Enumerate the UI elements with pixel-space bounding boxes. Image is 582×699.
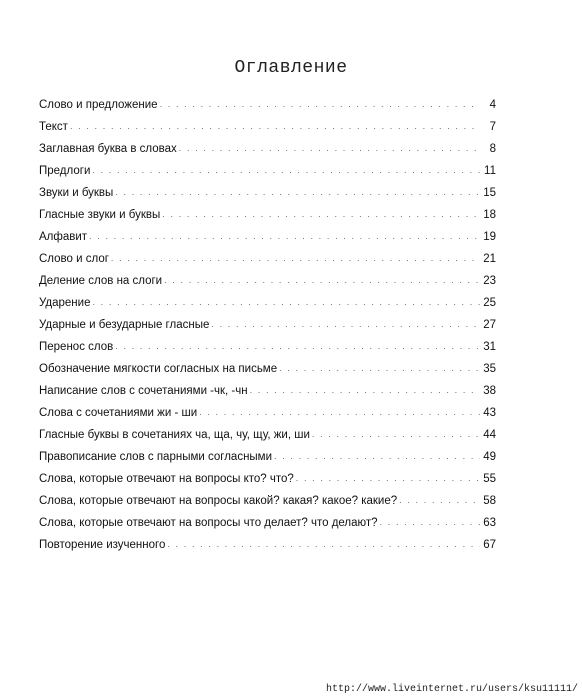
toc-entry-title: Слово и слог	[39, 253, 109, 265]
toc-entry-page-number: 4	[489, 99, 496, 111]
toc-entry-title: Слова, которые отвечают на вопросы что делает? что делают?	[39, 517, 378, 529]
toc-entry-title: Гласные буквы в сочетаниях ча, ща, чу, щу, жи, ши	[39, 429, 310, 441]
toc-dot-leader	[115, 335, 480, 357]
toc-entry-page-number: 67	[483, 539, 496, 551]
toc-entry-page-number: 15	[483, 187, 496, 199]
toc-dot-leader	[70, 115, 480, 137]
toc-entry-page-number: 8	[489, 143, 496, 155]
toc-dot-leader	[211, 313, 480, 335]
toc-entry	[39, 94, 496, 116]
toc-entry-title: Правописание слов с парными согласными	[39, 451, 273, 463]
toc-entry	[39, 116, 496, 138]
toc-entry-title: Слова, которые отвечают на вопросы кто? что?	[39, 473, 294, 485]
toc-dot-leader	[279, 357, 480, 379]
toc-entry	[39, 226, 496, 248]
toc-entry-page-number: 25	[483, 297, 496, 309]
toc-entry	[39, 358, 496, 380]
toc-entry	[39, 204, 496, 226]
toc-entry	[39, 138, 496, 160]
toc-entry-title: Повторение изученного	[39, 539, 166, 551]
toc-dot-leader	[164, 269, 480, 291]
toc-entry-page-number: 58	[483, 495, 496, 507]
toc-entry	[39, 512, 496, 534]
toc-dot-leader	[167, 533, 480, 555]
toc-entry	[39, 446, 496, 468]
page-title: Оглавление	[234, 58, 348, 78]
toc-entry-page-number: 21	[483, 253, 496, 265]
toc-entry-title: Написание слов с сочетаниями -чк, -чн	[39, 385, 248, 397]
toc-entry-page-number: 44	[483, 429, 496, 441]
toc-entry-title: Гласные звуки и буквы	[39, 209, 161, 221]
toc-entry-title: Текст	[39, 121, 68, 133]
toc-dot-leader	[115, 181, 480, 203]
source-url-watermark: http://www.liveinternet.ru/users/ksu11111/	[325, 684, 578, 695]
toc-entry-page-number: 19	[483, 231, 496, 243]
toc-entry	[39, 534, 496, 556]
toc-entry-title: Слова, которые отвечают на вопросы какой? какая? какое? какие?	[39, 495, 398, 507]
toc-entry	[39, 248, 496, 270]
toc-entry-page-number: 11	[484, 165, 496, 177]
toc-entry	[39, 160, 496, 182]
toc-dot-leader	[111, 247, 480, 269]
toc-entry-title: Обозначение мягкости согласных на письме	[39, 363, 278, 375]
toc-entry-title: Деление слов на слоги	[39, 275, 163, 287]
toc-entry-title: Звуки и буквы	[39, 187, 114, 199]
toc-dot-leader	[312, 423, 480, 445]
toc-entry-page-number: 31	[483, 341, 496, 353]
toc-entry-page-number: 18	[483, 209, 496, 221]
toc-entry	[39, 380, 496, 402]
toc-dot-leader	[179, 137, 480, 159]
toc-entry-title: Ударные и безударные гласные	[39, 319, 210, 331]
toc-dot-leader	[89, 225, 480, 247]
toc-entry	[39, 490, 496, 512]
toc-entry-title: Ударение	[39, 297, 91, 309]
toc-entry-page-number: 7	[489, 121, 496, 133]
toc-entry-page-number: 35	[483, 363, 496, 375]
toc-dot-leader	[199, 401, 480, 423]
toc-entry-page-number: 55	[483, 473, 496, 485]
toc-entry	[39, 314, 496, 336]
toc-entry	[39, 182, 496, 204]
toc-entry	[39, 402, 496, 424]
toc-dot-leader	[399, 489, 480, 511]
toc-entry	[39, 424, 496, 446]
toc-entry	[39, 468, 496, 490]
table-of-contents	[39, 94, 496, 556]
toc-dot-leader	[296, 467, 480, 489]
toc-entry-page-number: 38	[483, 385, 496, 397]
toc-entry-title: Алфавит	[39, 231, 88, 243]
toc-entry-page-number: 43	[483, 407, 496, 419]
toc-dot-leader	[274, 445, 480, 467]
toc-dot-leader	[250, 379, 480, 401]
toc-entry-title: Слова с сочетаниями жи - ши	[39, 407, 198, 419]
toc-entry-page-number: 49	[483, 451, 496, 463]
toc-entry	[39, 292, 496, 314]
toc-entry-title: Перенос слов	[39, 341, 114, 353]
toc-entry-title: Заглавная буква в словах	[39, 143, 177, 155]
toc-dot-leader	[380, 511, 480, 533]
toc-entry	[39, 336, 496, 358]
toc-dot-leader	[160, 93, 480, 115]
toc-entry-title: Слово и предложение	[39, 99, 158, 111]
toc-dot-leader	[162, 203, 480, 225]
toc-dot-leader	[92, 291, 480, 313]
toc-entry-page-number: 63	[483, 517, 496, 529]
toc-entry-page-number: 23	[483, 275, 496, 287]
toc-dot-leader	[92, 159, 480, 181]
toc-entry-title: Предлоги	[39, 165, 91, 177]
toc-entry-page-number: 27	[483, 319, 496, 331]
toc-entry	[39, 270, 496, 292]
